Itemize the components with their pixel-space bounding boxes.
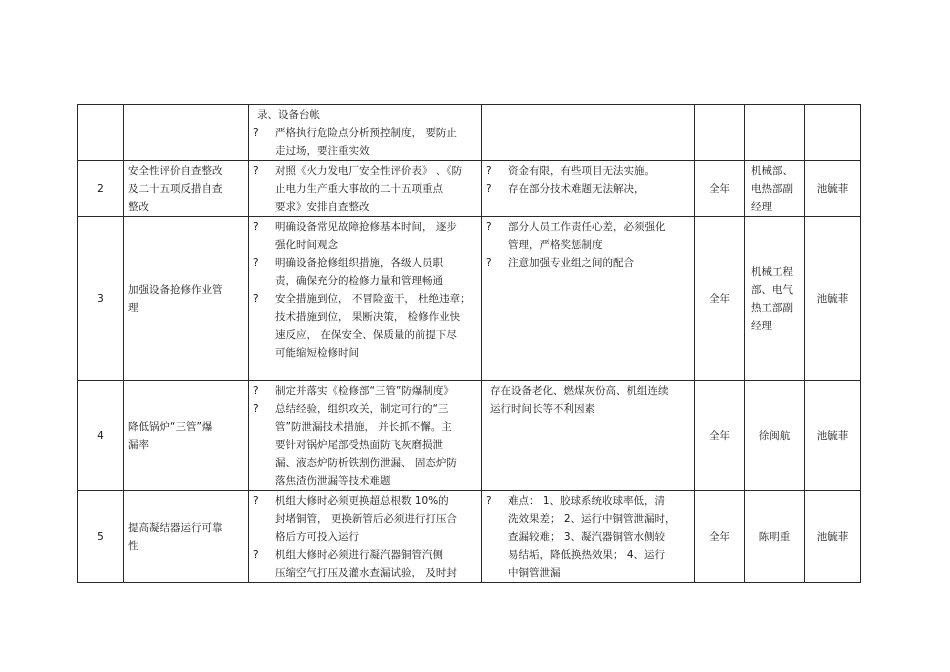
bullet-marker: ? — [486, 221, 492, 233]
text-line: 压缩空气打压及灌水查漏试验， 及时封 — [275, 567, 457, 579]
bullet-marker: ? — [486, 183, 492, 195]
bullet-marker: ? — [253, 495, 259, 507]
text-line: 中铜管泄漏 — [508, 567, 561, 579]
bullet-marker: ? — [253, 403, 259, 415]
measure-text — [253, 106, 479, 124]
measure-text — [275, 382, 479, 400]
responsible-cell — [745, 491, 805, 583]
text-line: 格后方可投入运行 — [275, 531, 359, 543]
text-line: 理 — [128, 301, 139, 314]
problem-item — [486, 254, 692, 272]
text-line: 查漏较难； 3、凝汽器铜管水侧较 — [508, 531, 666, 543]
text-line: 部、电气 — [751, 283, 793, 296]
measure-item — [253, 254, 479, 290]
problems-cell — [482, 491, 695, 583]
text-line: 存在设备老化、燃煤灰份高、机组连续 — [490, 385, 669, 397]
text-line: 经理 — [751, 200, 772, 213]
measure-item — [253, 290, 479, 362]
measure-item — [253, 492, 479, 546]
text-line: 明确设备抢修组织措施，各级人员职 — [275, 257, 443, 269]
period-cell: 全年 — [695, 161, 745, 217]
problem-item — [486, 218, 692, 254]
text-line: 机械部、 — [751, 164, 793, 177]
measure-text — [275, 492, 479, 546]
bullet-marker: ? — [253, 127, 259, 139]
measure-text — [275, 290, 479, 362]
problem-item — [486, 180, 692, 198]
text-line: 注意加强专业组之间的配合 — [508, 257, 634, 269]
supervisor-cell: 池毓菲 — [805, 381, 861, 491]
text-line: 难点： 1、胶球系统收球率低，清 — [508, 495, 666, 507]
bullet-marker: ? — [486, 257, 492, 269]
period-cell: 全年 — [695, 491, 745, 583]
responsible-cell — [745, 381, 805, 491]
bullet-marker: ? — [486, 495, 492, 507]
supervisor-cell: 池毓菲 — [805, 491, 861, 583]
text-line: 对照《火力发电厂安全性评价表》 、《防 — [275, 165, 463, 177]
table-row — [78, 161, 861, 217]
text-line: 运行时间长等不利因素 — [490, 403, 595, 415]
text-line: 速反应， 在保安全、保质量的前提下尽 — [275, 329, 457, 341]
bullet-marker: ? — [253, 257, 259, 269]
text-line: 安全性评价自查整改 — [128, 164, 223, 177]
bullet-marker: ? — [253, 549, 259, 561]
bullet-marker: ? — [253, 165, 259, 177]
row-number: 4 — [78, 381, 124, 491]
measure-text — [275, 546, 479, 582]
text-line: 落焦渣伤泄漏等技术难题 — [275, 475, 391, 487]
measure-item — [253, 400, 479, 490]
text-line: 资金有限，有些项目无法实施。 — [508, 165, 655, 177]
text-line: 存在部分技术难题无法解决， — [508, 183, 645, 195]
task-name — [124, 161, 249, 217]
period-cell — [695, 105, 745, 161]
text-line: 洗效果差； 2、运行中铜管泄漏时， — [508, 513, 676, 525]
measure-item — [253, 218, 479, 254]
text-line: 漏率 — [128, 438, 149, 451]
measures-cell — [249, 217, 482, 381]
measure-item — [253, 124, 479, 160]
problems-cell — [482, 105, 695, 161]
table-body — [78, 105, 861, 583]
text-line: 易结垢，降低换热效果； 4、运行 — [508, 549, 666, 561]
task-name — [124, 491, 249, 583]
problems-cell — [482, 381, 695, 491]
responsible-cell — [745, 105, 805, 161]
measure-item — [253, 382, 479, 400]
problem-text — [508, 492, 692, 582]
measure-text — [275, 254, 479, 290]
text-line: 整改 — [128, 200, 149, 213]
text-line: 陈明重 — [758, 530, 791, 543]
text-line: 管”防泄漏技术措施， 并长抓不懈。主 — [275, 421, 452, 433]
text-line: 制定并落实《检修部“三管”防爆制度》 — [275, 385, 454, 397]
bullet-marker: ? — [486, 165, 492, 177]
text-line: 管理，严格奖惩制度 — [508, 239, 603, 251]
measures-cell — [249, 161, 482, 217]
table-row — [78, 381, 861, 491]
text-line: 总结经验，组织攻关，制定可行的“三 — [275, 403, 449, 415]
supervisor-cell — [805, 105, 861, 161]
text-line: 安全措施到位， 不冒险蛮干， 杜绝违章； — [275, 293, 471, 305]
problem-text — [508, 180, 692, 198]
text-line: 部分人员工作责任心差，必须强化 — [508, 221, 666, 233]
text-line: 经理 — [751, 319, 772, 332]
table-row — [78, 491, 861, 583]
text-line: 技术措施到位， 果断决策， 检修作业快 — [275, 311, 461, 323]
text-line: 止电力生产重大事故的二十五项重点 — [275, 183, 443, 195]
text-line: 机组大修时必须更换超总根数 10%的 — [275, 495, 449, 507]
bullet-marker: ? — [253, 385, 259, 397]
period-cell: 全年 — [695, 217, 745, 381]
text-line: 电热部副 — [751, 182, 793, 195]
text-line: 录、设备台帐 — [257, 109, 320, 121]
text-line: 强化时间观念 — [275, 239, 338, 251]
measure-text — [275, 218, 479, 254]
task-name — [124, 217, 249, 381]
text-line: 严格执行危险点分析预控制度， 要防止 — [275, 127, 457, 139]
problems-cell — [482, 161, 695, 217]
period-cell: 全年 — [695, 381, 745, 491]
text-line: 要针对锅炉尾部受热面防飞灰磨损泄 — [275, 439, 443, 451]
measures-cell — [249, 381, 482, 491]
measures-cell — [249, 105, 482, 161]
text-line: 可能缩短检修时间 — [275, 347, 359, 359]
measure-item — [253, 546, 479, 582]
table-row — [78, 105, 861, 161]
text-line: 降低锅炉“三管”爆 — [128, 420, 213, 433]
text-line: 责，确保充分的检修力量和管理畅通 — [275, 275, 443, 287]
problem-text — [508, 218, 692, 254]
text-line: 提高凝结器运行可靠 — [128, 521, 223, 534]
work-plan-table — [77, 104, 861, 583]
row-number: 3 — [78, 217, 124, 381]
text-line: 热工部副 — [751, 301, 793, 314]
text-line: 要求》安排自查整改 — [275, 201, 370, 213]
measure-text — [275, 400, 479, 490]
row-number — [78, 105, 124, 161]
row-number: 2 — [78, 161, 124, 217]
supervisor-cell: 池毓菲 — [805, 161, 861, 217]
bullet-marker: ? — [253, 293, 259, 305]
problem-text — [508, 254, 692, 272]
measure-text — [275, 162, 479, 216]
problem-text — [486, 382, 692, 418]
responsible-cell — [745, 217, 805, 381]
measure-text — [275, 124, 479, 160]
responsible-cell — [745, 161, 805, 217]
text-line: 徐闽航 — [758, 429, 791, 442]
problem-item — [486, 492, 692, 582]
text-line: 明确设备常见故障抢修基本时间， 逐步 — [275, 221, 457, 233]
text-line: 性 — [128, 539, 139, 552]
task-name — [124, 105, 249, 161]
supervisor-cell: 池毓菲 — [805, 217, 861, 381]
problem-text — [508, 162, 692, 180]
text-line: 漏、液态炉防析铁割伤泄漏、 固态炉防 — [275, 457, 457, 469]
problem-item — [486, 162, 692, 180]
text-line: 机械工程 — [751, 265, 793, 278]
text-line: 机组大修时必须进行凝汽器铜管汽侧 — [275, 549, 443, 561]
measure-item — [253, 162, 479, 216]
text-line: 封堵铜管， 更换新管后必须进行打压合 — [275, 513, 457, 525]
text-line: 走过场，要注重实效 — [275, 145, 370, 157]
problems-cell — [482, 217, 695, 381]
text-line: 及二十五项反措自查 — [128, 182, 223, 195]
bullet-marker: ? — [253, 221, 259, 233]
row-number: 5 — [78, 491, 124, 583]
table-row — [78, 217, 861, 381]
task-name — [124, 381, 249, 491]
text-line: 加强设备抢修作业管 — [128, 283, 223, 296]
measures-cell — [249, 491, 482, 583]
